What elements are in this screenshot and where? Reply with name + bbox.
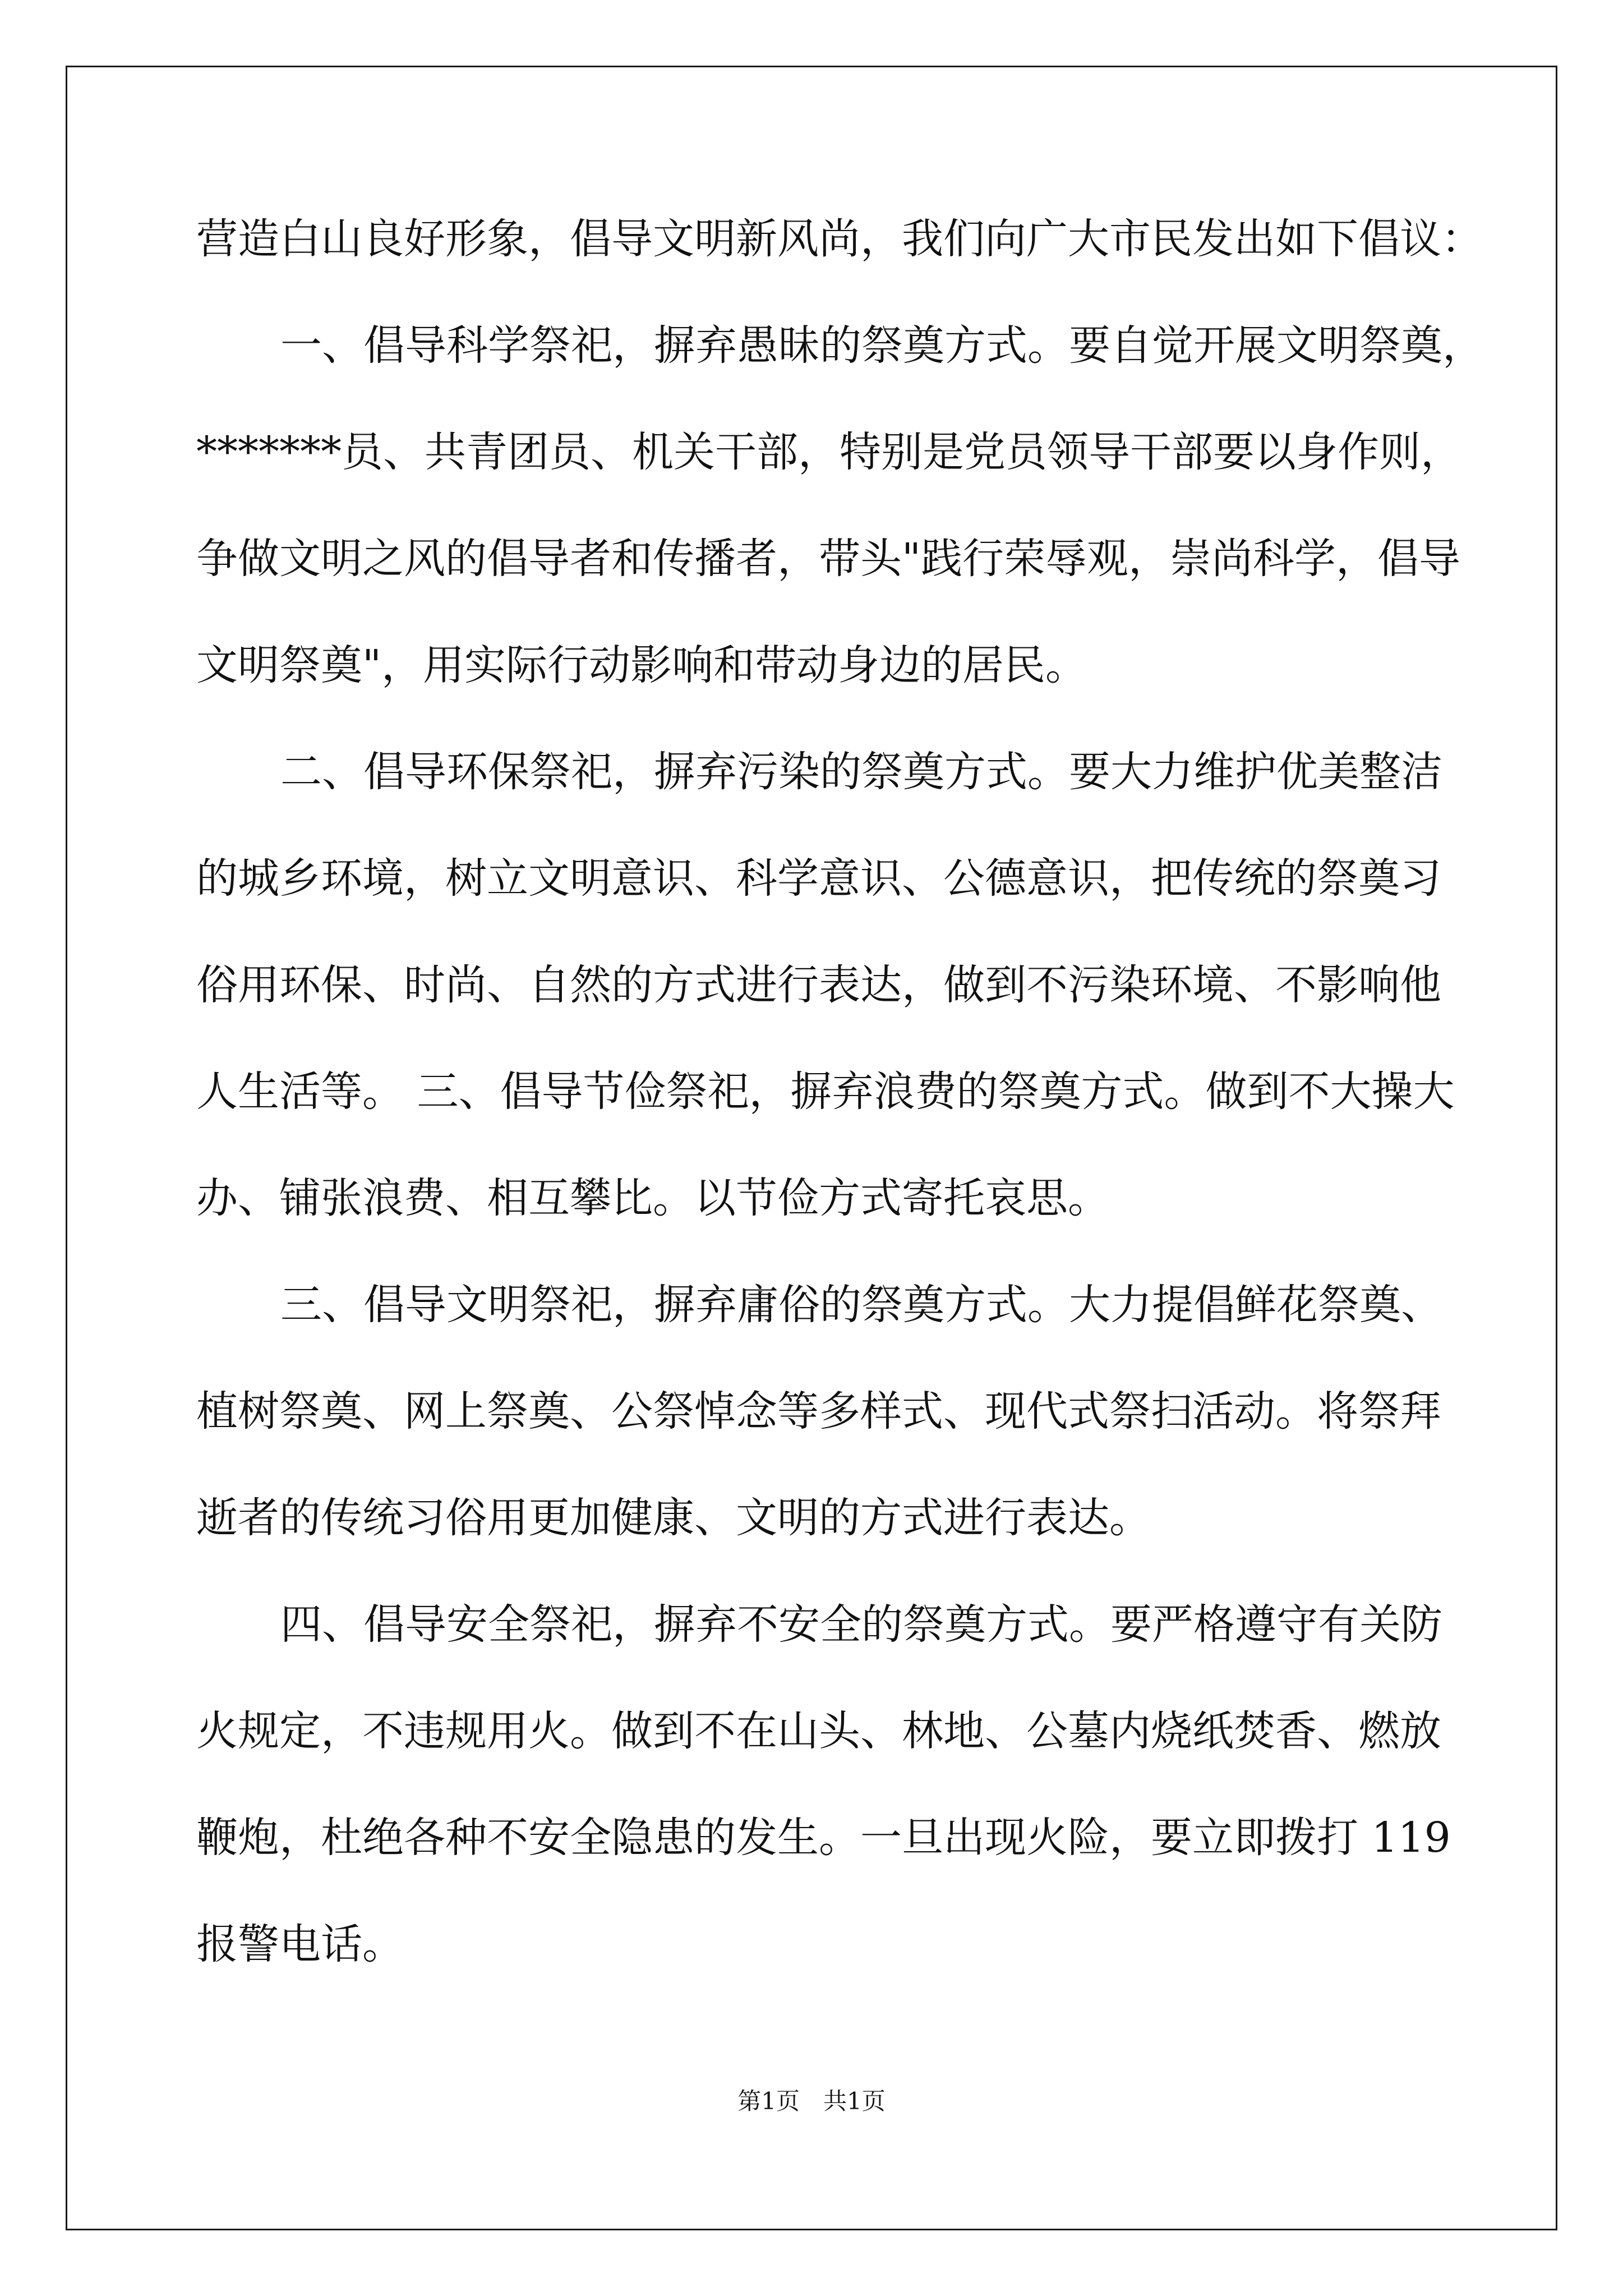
text-line: 报警电话。 bbox=[196, 1920, 404, 1968]
text-line: *******员、共青团员、机关干部，特别是党员领导干部要以身作则， bbox=[196, 428, 1462, 476]
text-line: 逝者的传统习俗用更加健康、文明的方式进行表达。 bbox=[196, 1494, 1151, 1542]
text-line: 植树祭奠、网上祭奠、公祭悼念等多样式、现代式祭扫活动。将祭拜 bbox=[196, 1387, 1441, 1435]
text-line: 人生活等。 三、倡导节俭祭祀，摒弃浪费的祭奠方式。做到不大操大 bbox=[196, 1068, 1455, 1116]
text-line: 的城乡环境，树立文明意识、科学意识、公德意识，把传统的祭奠习 bbox=[196, 854, 1441, 903]
text-line: 文明祭奠"，用实际行动影响和带动身边的居民。 bbox=[196, 641, 1087, 689]
text-line: 火规定，不违规用火。做到不在山头、林地、公墓内烧纸焚香、燃放 bbox=[196, 1707, 1441, 1755]
page-number-footer: 第1页 共1页 bbox=[737, 2087, 886, 2115]
text-line: 三、倡导文明祭祀，摒弃庸俗的祭奠方式。大力提倡鲜花祭奠、 bbox=[280, 1281, 1442, 1329]
text-line: 一、倡导科学祭祀，摒弃愚昧的祭奠方式。要自觉开展文明祭奠， bbox=[280, 321, 1484, 370]
text-line: 营造白山良好形象，倡导文明新风尚，我们向广大市民发出如下倡议： bbox=[196, 215, 1483, 263]
text-line: 二、倡导环保祭祀，摒弃污染的祭奠方式。要大力维护优美整洁 bbox=[280, 748, 1442, 796]
text-line: 鞭炮，杜绝各种不安全隐患的发生。一旦出现火险，要立即拨打 119 bbox=[196, 1814, 1451, 1862]
text-line: 办、铺张浪费、相互攀比。以节俭方式寄托哀思。 bbox=[196, 1174, 1109, 1222]
page-border bbox=[66, 66, 1557, 2230]
text-line: 争做文明之风的倡导者和传播者，带头"践行荣辱观，崇尚科学，倡导 bbox=[196, 535, 1461, 583]
text-line: 俗用环保、时尚、自然的方式进行表达，做到不污染环境、不影响他 bbox=[196, 961, 1441, 1009]
text-line: 四、倡导安全祭祀，摒弃不安全的祭奠方式。要严格遵守有关防 bbox=[280, 1600, 1442, 1649]
